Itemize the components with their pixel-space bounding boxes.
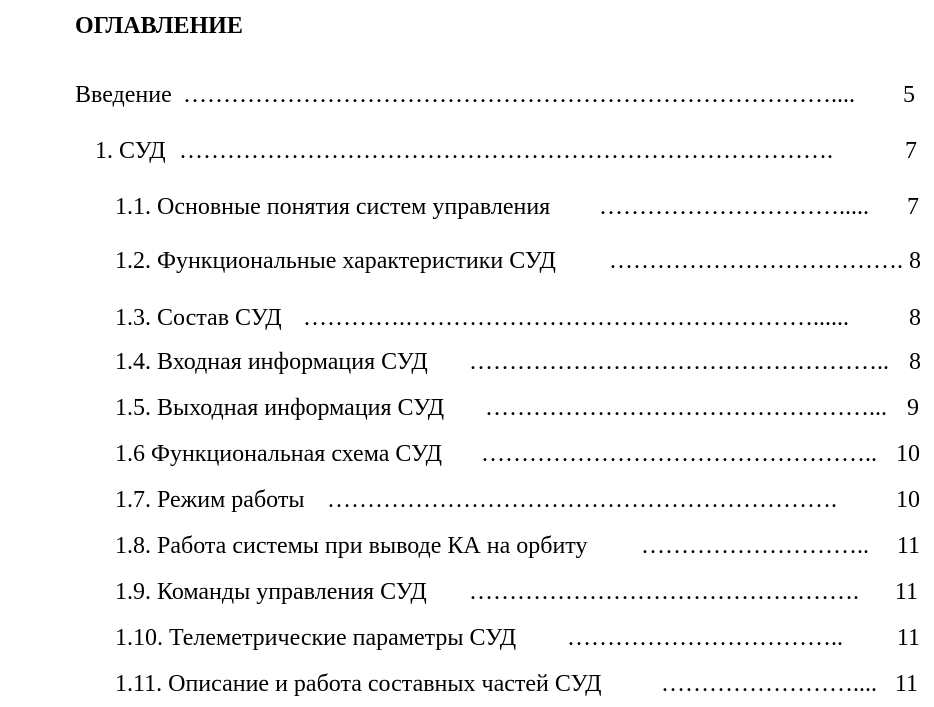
toc-entry-1-1 bbox=[115, 192, 919, 222]
toc-entry-leader: …………………………..... bbox=[599, 194, 869, 220]
toc-entry-1-7 bbox=[115, 485, 920, 515]
toc-entry-page: 9 bbox=[907, 395, 919, 421]
page-title: ОГЛАВЛЕНИЕ bbox=[75, 13, 243, 39]
toc-entry-label: 1.6 Функциональная схема СУД bbox=[115, 441, 443, 467]
toc-entry-label: 1. СУД bbox=[95, 138, 166, 164]
toc-entry-label: 1.5. Выходная информация СУД bbox=[115, 395, 445, 421]
toc-entry-label: 1.8. Работа системы при выводе КА на орбиту bbox=[115, 533, 588, 559]
toc-entry-1-4 bbox=[115, 347, 921, 377]
toc-entry-label: 1.9. Команды управления СУД bbox=[115, 579, 427, 605]
toc-entry-1-6 bbox=[115, 439, 920, 469]
toc-entry-1-3 bbox=[115, 303, 921, 333]
toc-entry-page: 8 bbox=[909, 349, 921, 375]
toc-entry-label: 1.2. Функциональные характеристики СУД bbox=[115, 248, 556, 274]
toc-entry-leader: ……………………….. bbox=[641, 533, 869, 559]
toc-entry-leader: ………………………………………….. bbox=[481, 441, 877, 467]
toc-entry-leader: ………………………………………………………. bbox=[327, 487, 837, 513]
toc-entry-leader: ………………………………. bbox=[609, 248, 903, 274]
toc-entry-label: 1.4. Входная информация СУД bbox=[115, 349, 428, 375]
toc-entry-leader: ………….……………………………………………...... bbox=[303, 305, 849, 331]
toc-entry-leader: …………………………………………….. bbox=[469, 349, 889, 375]
toc-entry-page: 10 bbox=[896, 441, 920, 467]
toc-entry-page: 11 bbox=[894, 671, 918, 697]
toc-entry-leader: ……………………………………………………………………….... bbox=[183, 82, 855, 108]
toc-entry-page: 11 bbox=[896, 625, 920, 651]
toc-entry-label: 1.10. Телеметрические параметры СУД bbox=[115, 625, 517, 651]
toc-entry-leader: …………………………………………... bbox=[485, 395, 887, 421]
toc-entry-label: 1.11. Описание и работа составных частей СУД bbox=[115, 671, 602, 697]
toc-entry-page: 7 bbox=[907, 194, 919, 220]
toc-entry-page: 8 bbox=[909, 305, 921, 331]
toc-entry-introduction bbox=[75, 80, 915, 110]
toc-entry-leader: …………………………………………. bbox=[469, 579, 859, 605]
toc-entry-leader: ………………………………………………………………………. bbox=[179, 138, 833, 164]
toc-entry-1-11 bbox=[115, 669, 918, 699]
toc-entry-label: 1.3. Состав СУД bbox=[115, 305, 282, 331]
toc-entry-leader: …………………………….. bbox=[567, 625, 843, 651]
toc-entry-page: 11 bbox=[896, 533, 920, 559]
toc-entry-page: 8 bbox=[909, 248, 921, 274]
toc-entry-1 bbox=[95, 136, 917, 166]
toc-entry-page: 5 bbox=[903, 82, 915, 108]
toc-entry-page: 11 bbox=[894, 579, 918, 605]
toc-entry-label: Введение bbox=[75, 82, 172, 108]
toc-entry-leader: …………………….... bbox=[661, 671, 877, 697]
toc-entry-1-8 bbox=[115, 531, 920, 561]
toc-entry-page: 7 bbox=[905, 138, 917, 164]
toc-entry-1-9 bbox=[115, 577, 918, 607]
toc-entry-page: 10 bbox=[896, 487, 920, 513]
toc-entry-1-2 bbox=[115, 246, 921, 276]
toc-entry-label: 1.7. Режим работы bbox=[115, 487, 305, 513]
toc-entry-label: 1.1. Основные понятия систем управления bbox=[115, 194, 551, 220]
toc-entry-1-5 bbox=[115, 393, 919, 423]
toc-entry-1-10 bbox=[115, 623, 920, 653]
